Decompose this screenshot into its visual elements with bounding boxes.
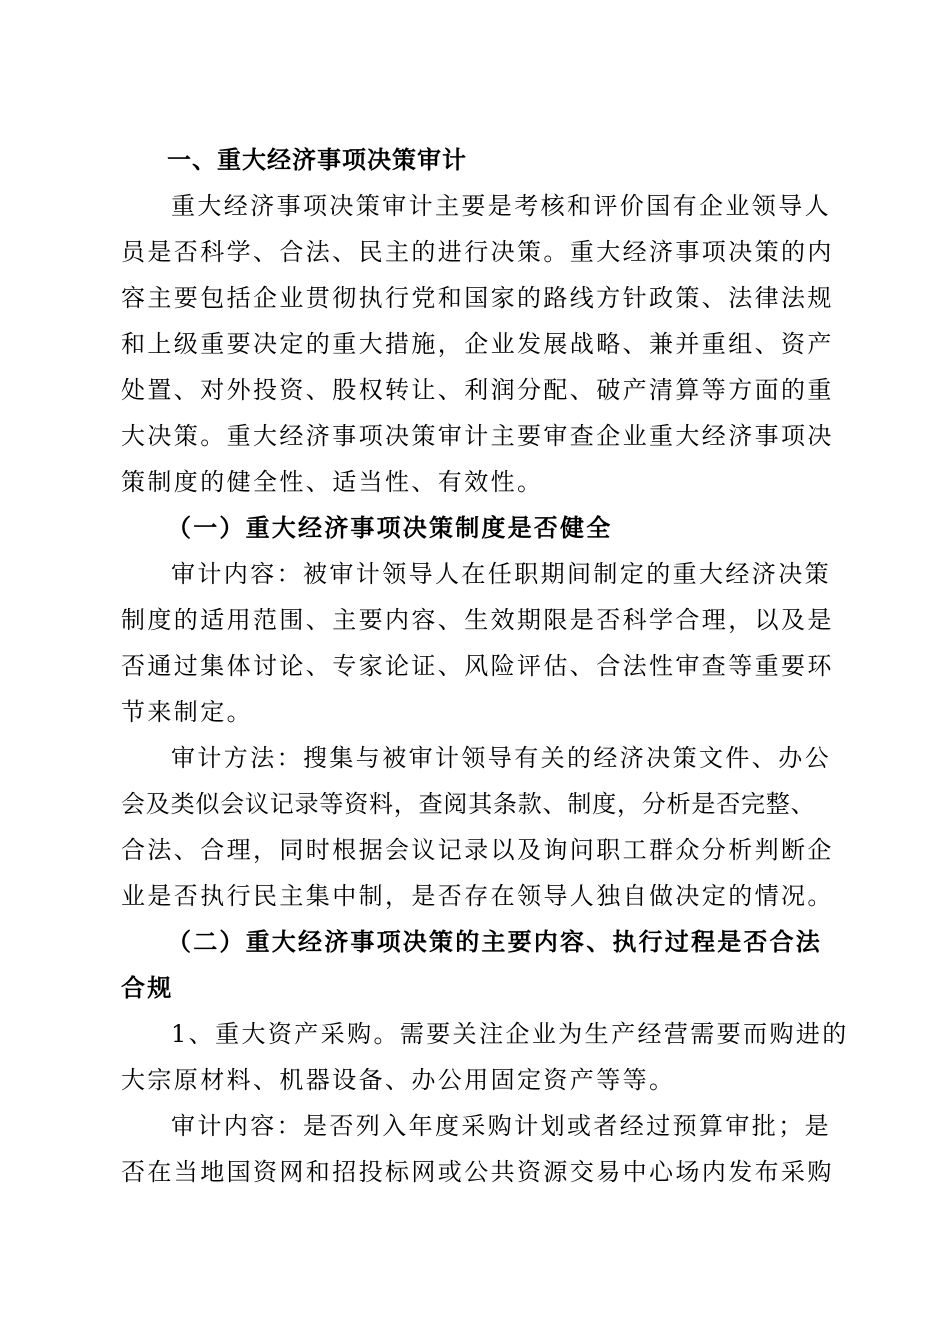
paragraph-line: 重大经济事项决策审计主要是考核和评价国有企业领导人 [171, 192, 831, 220]
paragraph-line: 容主要包括企业贯彻执行党和国家的路线方针政策、法律法规 [121, 284, 834, 312]
paragraph-line: 合法、合理，同时根据会议记录以及询问职工群众分析判断企 [121, 836, 834, 864]
paragraph-line: 和上级重要决定的重大措施，企业发展战略、兼并重组、资产 [121, 330, 834, 358]
document-body [121, 137, 849, 1195]
paragraph-line: 处置、对外投资、股权转让、利润分配、破产清算等方面的重 [121, 376, 834, 404]
paragraph-line: 员是否科学、合法、民主的进行决策。重大经济事项决策的内 [121, 238, 834, 266]
section2-content-paragraph [121, 1103, 834, 1195]
paragraph-line: 审计内容：被审计领导人在任职期间制定的重大经济决策 [171, 560, 831, 588]
section1-content-paragraph [121, 551, 834, 735]
intro-paragraph [121, 183, 834, 505]
paragraph-line: 制度的适用范围、主要内容、生效期限是否科学合理，以及是 [121, 606, 834, 634]
heading-major-economic-decision-audit: 一、重大经济事项决策审计 [167, 146, 467, 174]
heading-section-2 [121, 919, 827, 1011]
paragraph-line: 审计方法：搜集与被审计领导有关的经济决策文件、办公 [171, 744, 831, 772]
heading-line: 合规 [121, 973, 174, 1002]
paragraph-line: 大宗原材料、机器设备、办公用固定资产等等。 [121, 1066, 676, 1094]
section2-item1-paragraph [121, 1011, 849, 1103]
paragraph-line: 业是否执行民主集中制，是否存在领导人独自做决定的情况。 [121, 882, 834, 910]
paragraph-line: 大决策。重大经济事项决策审计主要审查企业重大经济事项决 [121, 422, 834, 450]
paragraph-line: 审计内容：是否列入年度采购计划或者经过预算审批；是 [171, 1112, 831, 1140]
section1-method-paragraph [121, 735, 834, 919]
paragraph-line: 否通过集体讨论、专家论证、风险评估、合法性审查等重要环 [121, 652, 834, 680]
paragraph-line: 节来制定。 [121, 698, 253, 726]
paragraph-line: 会及类似会议记录等资料，查阅其条款、制度，分析是否完整、 [121, 790, 816, 818]
paragraph-line: 否在当地国资网和招投标网或公共资源交易中心场内发布采购 [121, 1158, 834, 1186]
paragraph-line: 策制度的健全性、适当性、有效性。 [121, 468, 544, 496]
heading-section-1: （一）重大经济事项决策制度是否健全 [167, 513, 613, 542]
heading-line: （二）重大经济事项决策的主要内容、执行过程是否合法 [167, 927, 822, 956]
paragraph-line: 1、重大资产采购。需要关注企业为生产经营需要而购进的 [171, 1020, 849, 1048]
